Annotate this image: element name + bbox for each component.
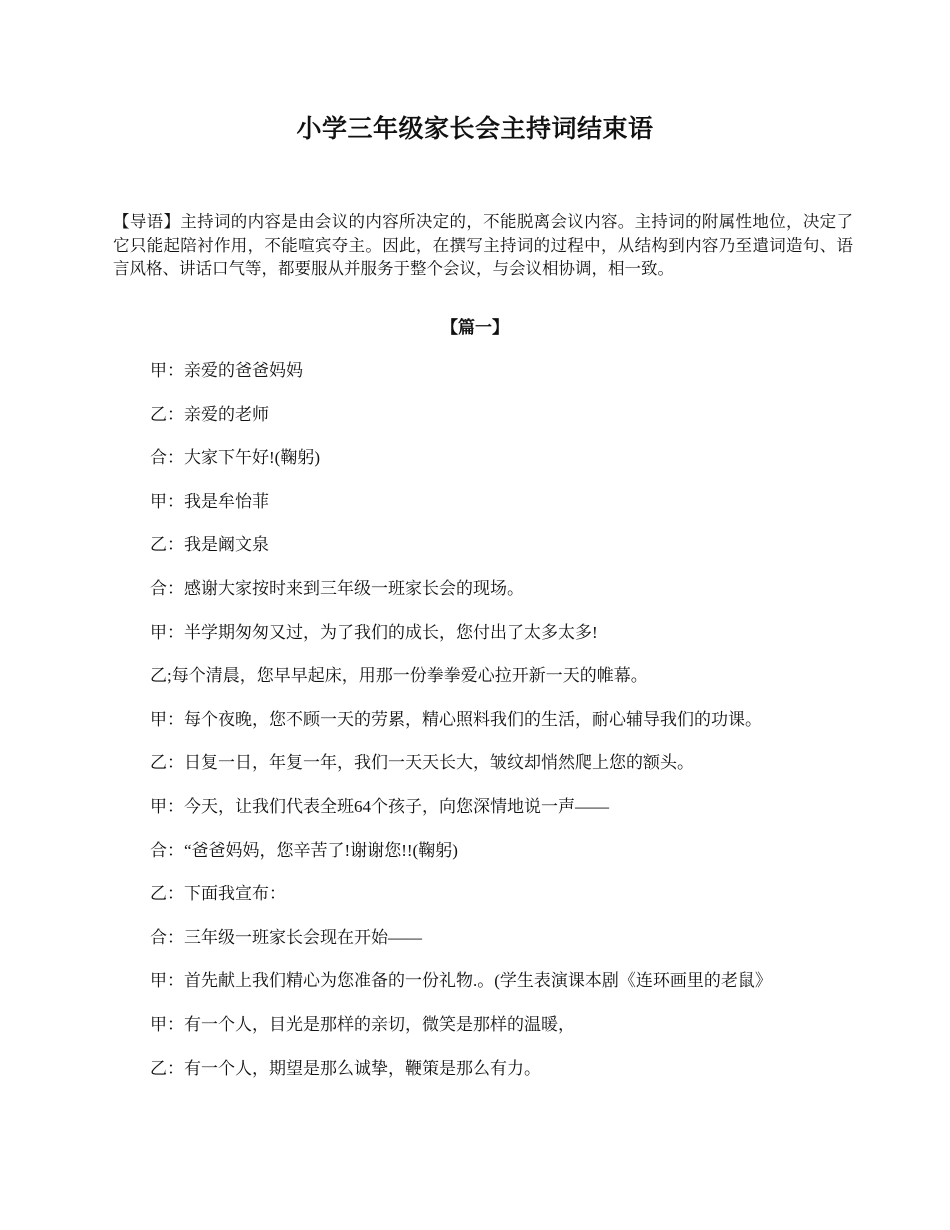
- dialogue-list: [150, 359, 870, 1100]
- section-heading: 【篇一】: [441, 318, 509, 337]
- dialogue-line: 合：三年级一班家长会现在开始——: [150, 927, 422, 947]
- dialogue-line: 甲：半学期匆匆又过，为了我们的成长，您付出了太多太多!: [150, 622, 598, 642]
- dialogue-line: 合：大家下午好!(鞠躬): [150, 448, 320, 468]
- dialogue-line: 乙：日复一日，年复一年，我们一天天长大，皱纹却悄然爬上您的额头。: [150, 753, 694, 773]
- document-title: 小学三年级家长会主持词结束语: [296, 116, 654, 143]
- dialogue-line: 乙：亲爱的老师: [150, 404, 269, 424]
- dialogue-line: 甲：我是牟怡菲: [150, 491, 269, 511]
- dialogue-line: 甲：每个夜晚，您不顾一天的劳累，精心照料我们的生活，耐心辅导我们的功课。: [150, 709, 762, 729]
- dialogue-line: 甲：今天，让我们代表全班64个孩子，向您深情地说一声——: [150, 796, 609, 816]
- dialogue-line: 甲：有一个人，目光是那样的亲切，微笑是那样的温暖，: [150, 1014, 575, 1034]
- dialogue-line: 合：“爸爸妈妈，您辛苦了!谢谢您!!(鞠躬): [150, 840, 458, 860]
- dialogue-line: 乙：有一个人，期望是那么诚挚，鞭策是那么有力。: [150, 1058, 541, 1078]
- dialogue-line: 乙：下面我宣布：: [150, 884, 286, 904]
- dialogue-line: 甲：亲爱的爸爸妈妈: [150, 361, 303, 380]
- dialogue-line: 乙;每个清晨，您早早起床，用那一份拳拳爱心拉开新一天的帷幕。: [150, 666, 648, 686]
- intro-paragraph: 【导语】主持词的内容是由会议的内容所决定的，不能脱离会议内容。主持词的附属性地位，决定了它只能起陪衬作用，不能喧宾夺主。因此，在撰写主持词的过程中，从结构到内容乃至遣词造句、语言风格、讲话口气等，都要服从并服务于整个会议，与会议相协调，相一致。: [113, 212, 853, 278]
- dialogue-line: 甲：首先献上我们精心为您准备的一份礼物.。(学生表演课本剧《连环画里的老鼠》: [150, 971, 772, 991]
- dialogue-line: 乙：我是阚文泉: [150, 535, 269, 555]
- dialogue-line: 合：感谢大家按时来到三年级一班家长会的现场。: [150, 578, 524, 598]
